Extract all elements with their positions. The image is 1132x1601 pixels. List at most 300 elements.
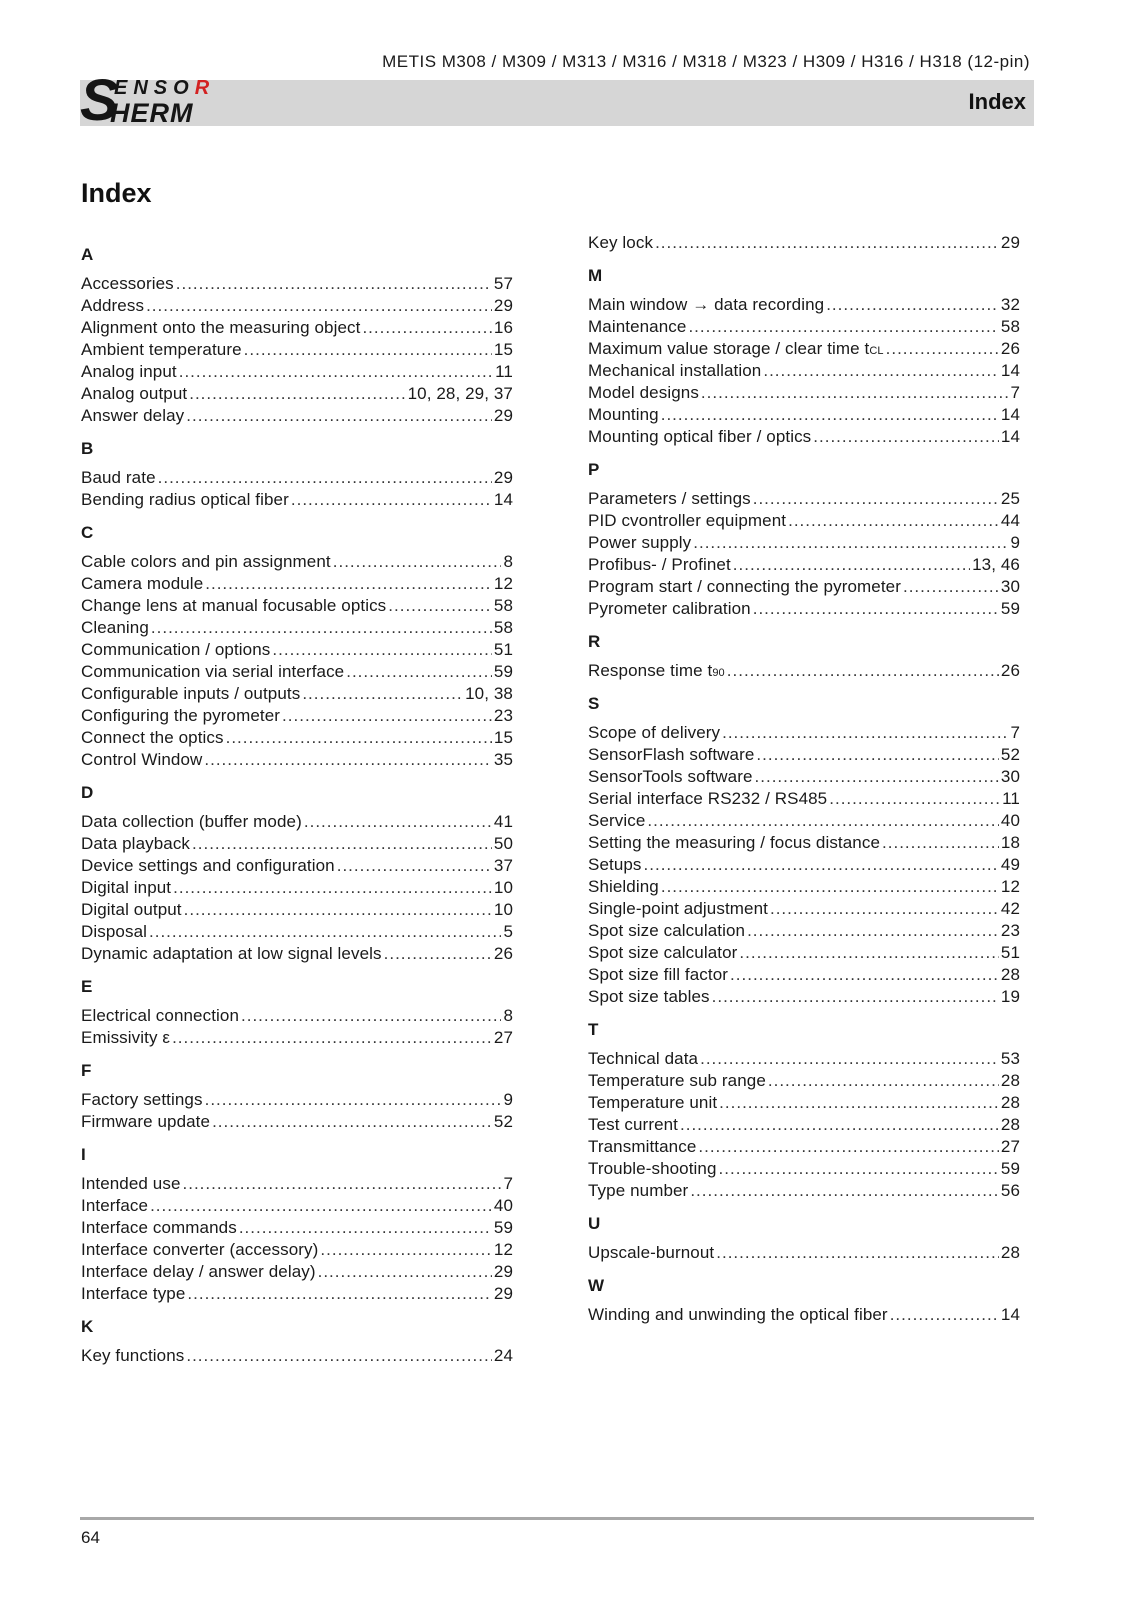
index-entry-term: Single-point adjustment	[588, 899, 768, 918]
index-entry	[81, 877, 513, 899]
index-entry-term: Winding and unwinding the optical fiber	[588, 1305, 888, 1324]
dot-leader	[680, 1114, 999, 1136]
index-entry-term: Key functions	[81, 1346, 185, 1365]
index-entry-term: Mounting	[588, 405, 659, 424]
index-entry	[588, 232, 1020, 254]
dot-leader	[882, 832, 999, 854]
index-entry-page: 27	[493, 1028, 513, 1047]
index-entry	[588, 360, 1020, 382]
dot-leader	[241, 1005, 501, 1027]
index-entry	[588, 876, 1020, 898]
dot-leader	[903, 576, 999, 598]
index-entry-term: Temperature sub range	[588, 1071, 766, 1090]
dot-leader	[768, 1070, 999, 1092]
index-entry	[588, 316, 1020, 338]
index-entry-page: 52	[1000, 745, 1020, 764]
index-letter-heading: D	[81, 783, 94, 802]
index-entry-page: 51	[493, 640, 513, 659]
index-entry	[588, 1158, 1020, 1180]
index-entry	[81, 1261, 513, 1283]
index-entry-page: 24	[493, 1346, 513, 1365]
index-entry-page: 26	[493, 944, 513, 963]
dot-leader	[183, 1173, 502, 1195]
dot-leader	[184, 899, 492, 921]
index-entry	[81, 661, 513, 683]
index-entry-page: 12	[1000, 877, 1020, 896]
index-entry	[81, 405, 513, 427]
index-entry-term: Spot size tables	[588, 987, 710, 1006]
index-entry-term: Change lens at manual focusable optics	[81, 596, 387, 615]
index-entry-term: Baud rate	[81, 468, 156, 487]
index-entry-term: Communication / options	[81, 640, 271, 659]
index-letter-heading: C	[81, 523, 94, 542]
index-entry-term: Cable colors and pin assignment	[81, 552, 331, 571]
index-entry	[81, 855, 513, 877]
header-section-title: Index	[968, 89, 1026, 114]
index-entry-term: Camera module	[81, 574, 204, 593]
index-entry	[588, 1180, 1020, 1202]
index-letter-heading: R	[588, 632, 601, 651]
index-entry	[588, 1092, 1020, 1114]
dot-leader	[826, 294, 999, 316]
index-letter-heading: P	[588, 460, 600, 479]
dot-leader	[756, 744, 998, 766]
index-entry-term: SensorFlash software	[588, 745, 755, 764]
logo-s: S	[80, 68, 119, 133]
index-entry-term: Connect the optics	[81, 728, 224, 747]
footer-divider	[80, 1517, 1034, 1520]
dot-leader	[151, 617, 492, 639]
page-title: Index	[81, 178, 152, 208]
index-entry-term: Test current	[588, 1115, 679, 1134]
index-entry-term: SensorTools software	[588, 767, 753, 786]
index-entry-page: 23	[493, 706, 513, 725]
index-entry-page: 37	[493, 856, 513, 875]
index-letter-heading: W	[588, 1276, 605, 1295]
index-entry-subscript: CL	[869, 345, 884, 357]
dot-leader	[187, 1283, 491, 1305]
index-entry-page: 29	[493, 1262, 513, 1281]
dot-leader	[172, 1027, 492, 1049]
index-entry-page: 7	[1010, 723, 1020, 742]
index-entry	[588, 294, 1020, 316]
dot-leader	[186, 405, 492, 427]
index-entry-page: 40	[493, 1196, 513, 1215]
index-entry-page: 27	[1000, 1137, 1020, 1156]
index-entry	[81, 683, 513, 705]
dot-leader	[753, 598, 999, 620]
index-entry	[588, 744, 1020, 766]
index-entry-page: 40	[1000, 811, 1020, 830]
index-entry-term: Device settings and configuration	[81, 856, 335, 875]
dot-leader	[747, 920, 999, 942]
index-entry-page: 26	[1000, 661, 1020, 680]
index-entry-term: Intended use	[81, 1174, 181, 1193]
dot-leader	[192, 833, 492, 855]
index-letter-heading: B	[81, 439, 94, 458]
dot-leader	[244, 339, 492, 361]
index-entry-page: 29	[493, 296, 513, 315]
index-entry	[81, 317, 513, 339]
index-entry	[81, 339, 513, 361]
index-entry-term: Temperature unit	[588, 1093, 718, 1112]
dot-leader	[346, 661, 492, 683]
index-entry	[588, 404, 1020, 426]
index-entry	[588, 598, 1020, 620]
dot-leader	[176, 273, 492, 295]
index-entry	[81, 921, 513, 943]
index-entry-page: 42	[1000, 899, 1020, 918]
index-entry-term: Pyrometer calibration	[588, 599, 751, 618]
index-entry-page: 16	[493, 318, 513, 337]
index-entry-page: 11	[1002, 789, 1020, 808]
index-entry-page: 28	[1000, 1115, 1020, 1134]
index-entry-page: 30	[1000, 577, 1020, 596]
index-entry-term: Interface type	[81, 1284, 186, 1303]
index-entry	[81, 1195, 513, 1217]
index-entry-term: Key lock	[588, 233, 654, 252]
index-entry	[588, 986, 1020, 1008]
index-entry-term: Analog input	[81, 362, 177, 381]
index-entry-term: Parameters / settings	[588, 489, 751, 508]
index-entry	[588, 1242, 1020, 1264]
dot-leader	[239, 1217, 492, 1239]
index-entry	[588, 532, 1020, 554]
index-entry	[588, 576, 1020, 598]
index-column-right	[588, 232, 1020, 1326]
index-entry-term: Spot size calculator	[588, 943, 738, 962]
index-entry	[588, 338, 1020, 360]
index-entry-term: Type number	[588, 1181, 689, 1200]
index-entry-subscript: 90	[712, 667, 725, 679]
dot-leader	[205, 1089, 502, 1111]
index-entry-term: Analog output	[81, 384, 188, 403]
dot-leader	[291, 489, 492, 511]
index-entry-page: 30	[1000, 767, 1020, 786]
dot-leader	[384, 943, 492, 965]
index-entry-term: Control Window	[81, 750, 203, 769]
index-entry-page: 28	[1000, 1243, 1020, 1262]
dot-leader	[173, 877, 492, 899]
index-entry	[588, 488, 1020, 510]
sensortherm-logo	[80, 68, 250, 133]
index-entry-term: Configurable inputs / outputs	[81, 684, 301, 703]
dot-leader	[204, 749, 492, 771]
index-entry-term: Maximum value storage / clear time tCL	[588, 339, 884, 358]
dot-leader	[727, 660, 999, 682]
index-entry-term: Spot size calculation	[588, 921, 746, 940]
dot-leader	[886, 338, 999, 360]
index-entry-page: 58	[493, 618, 513, 637]
index-entry-term: Emissivity ε	[81, 1028, 171, 1047]
index-entry-page: 13, 46	[972, 555, 1020, 574]
dot-leader	[770, 898, 999, 920]
index-entry-term: Dynamic adaptation at low signal levels	[81, 944, 382, 963]
index-entry-term: Main window → data recording	[588, 295, 825, 314]
index-entry	[81, 489, 513, 511]
index-entry-page: 44	[1000, 511, 1020, 530]
index-entry-term: Interface delay / answer delay)	[81, 1262, 316, 1281]
index-entry	[588, 832, 1020, 854]
dot-leader	[158, 467, 492, 489]
dot-leader	[661, 404, 999, 426]
index-entry-term: Program start / connecting the pyrometer	[588, 577, 901, 596]
index-entry	[588, 554, 1020, 576]
index-entry-term: Ambient temperature	[81, 340, 242, 359]
index-entry-page: 35	[493, 750, 513, 769]
index-entry-term: Profibus- / Profinet	[588, 555, 731, 574]
index-entry	[588, 1048, 1020, 1070]
index-entry-page: 59	[1000, 599, 1020, 618]
index-entry-term: Interface converter (accessory)	[81, 1240, 319, 1259]
index-entry-term: Maintenance	[588, 317, 687, 336]
index-entry	[81, 1283, 513, 1305]
index-entry-term: Digital input	[81, 878, 172, 897]
dot-leader	[712, 986, 999, 1008]
dot-leader	[719, 1092, 999, 1114]
index-entry-term: Answer delay	[81, 406, 185, 425]
index-entry	[81, 705, 513, 727]
index-letter-heading: M	[588, 266, 603, 285]
dot-leader	[719, 1158, 999, 1180]
dot-leader	[186, 1345, 492, 1367]
index-entry	[81, 467, 513, 489]
index-entry-page: 12	[493, 574, 513, 593]
dot-leader	[226, 727, 492, 749]
index-entry	[588, 382, 1020, 404]
index-entry	[81, 1173, 513, 1195]
dot-leader	[318, 1261, 492, 1283]
dot-leader	[644, 854, 999, 876]
index-entry-term: Mounting optical fiber / optics	[588, 427, 812, 446]
index-entry	[81, 361, 513, 383]
index-entry	[588, 942, 1020, 964]
index-entry-page: 10	[493, 878, 513, 897]
index-entry-term: Electrical connection	[81, 1006, 240, 1025]
index-entry-term: Firmware update	[81, 1112, 211, 1131]
dot-leader	[212, 1111, 492, 1133]
index-letter-heading: F	[81, 1061, 92, 1080]
index-entry-term: Mechanical installation	[588, 361, 762, 380]
index-entry	[81, 595, 513, 617]
dot-leader	[302, 683, 463, 705]
index-entry-page: 7	[1010, 383, 1020, 402]
index-entry-page: 12	[493, 1240, 513, 1259]
index-entry	[588, 1304, 1020, 1326]
dot-leader	[739, 942, 998, 964]
index-entry-page: 29	[493, 468, 513, 487]
index-entry-page: 14	[1000, 361, 1020, 380]
index-entry-page: 10, 38	[465, 684, 513, 703]
dot-leader	[320, 1239, 491, 1261]
dot-leader	[304, 811, 492, 833]
index-entry-page: 14	[1000, 1305, 1020, 1324]
dot-leader	[337, 855, 492, 877]
index-entry	[588, 510, 1020, 532]
index-entry	[81, 639, 513, 661]
index-entry	[81, 1345, 513, 1367]
index-entry-term: Technical data	[588, 1049, 699, 1068]
index-entry-page: 14	[1000, 405, 1020, 424]
index-entry-term: Upscale-burnout	[588, 1243, 715, 1262]
dot-leader	[179, 361, 493, 383]
index-entry	[81, 617, 513, 639]
index-entry-page: 41	[493, 812, 513, 831]
index-entry	[588, 660, 1020, 682]
index-entry-term: Communication via serial interface	[81, 662, 345, 681]
index-entry-term: Scope of delivery	[588, 723, 721, 742]
dot-leader	[698, 1136, 999, 1158]
dot-leader	[150, 1195, 492, 1217]
index-entry-term: Data playback	[81, 834, 191, 853]
index-entry-term: Response time t90	[588, 661, 725, 680]
index-entry	[81, 551, 513, 573]
index-entry-page: 59	[493, 1218, 513, 1237]
index-entry	[588, 1136, 1020, 1158]
dot-leader	[788, 510, 999, 532]
index-entry-page: 10	[493, 900, 513, 919]
index-entry	[81, 811, 513, 833]
index-entry	[81, 899, 513, 921]
index-entry-term: Digital output	[81, 900, 182, 919]
index-entry-page: 28	[1000, 1071, 1020, 1090]
index-entry-page: 51	[1000, 943, 1020, 962]
index-entry-page: 8	[503, 1006, 513, 1025]
index-entry	[81, 727, 513, 749]
index-entry-page: 7	[503, 1174, 513, 1193]
index-entry-page: 49	[1000, 855, 1020, 874]
index-entry-page: 14	[493, 490, 513, 509]
index-entry-term: Address	[81, 296, 145, 315]
index-entry-page: 29	[1000, 233, 1020, 252]
index-entry-page: 26	[1000, 339, 1020, 358]
index-entry	[81, 383, 513, 405]
logo-herm: HERM	[110, 98, 194, 128]
index-entry-page: 29	[493, 406, 513, 425]
index-letter-heading: U	[588, 1214, 601, 1233]
index-letter-heading: K	[81, 1317, 94, 1336]
dot-leader	[763, 360, 999, 382]
index-entry-term: Interface commands	[81, 1218, 237, 1237]
index-entry-page: 59	[1000, 1159, 1020, 1178]
index-entry-page: 59	[493, 662, 513, 681]
index-entry-page: 9	[1010, 533, 1020, 552]
dot-leader	[688, 316, 998, 338]
index-entry-page: 11	[495, 362, 513, 381]
index-entry	[588, 854, 1020, 876]
index-column-left	[81, 232, 513, 1367]
index-entry	[588, 1114, 1020, 1136]
index-entry-page: 53	[1000, 1049, 1020, 1068]
index-entry	[81, 1027, 513, 1049]
index-entry	[588, 810, 1020, 832]
index-entry-term: Setups	[588, 855, 642, 874]
index-entry	[81, 295, 513, 317]
index-entry-term: Spot size fill factor	[588, 965, 729, 984]
dot-leader	[333, 551, 502, 573]
index-letter-heading: A	[81, 245, 94, 264]
index-entry-page: 56	[1000, 1181, 1020, 1200]
index-entry	[81, 1089, 513, 1111]
index-entry-page: 15	[493, 728, 513, 747]
index-entry-term: Serial interface RS232 / RS485	[588, 789, 828, 808]
index-entry	[588, 1070, 1020, 1092]
index-letter-heading: S	[588, 694, 600, 713]
dot-leader	[813, 426, 999, 448]
index-entry-page: 25	[1000, 489, 1020, 508]
dot-leader	[149, 921, 501, 943]
dot-leader	[755, 766, 999, 788]
index-letter-heading: E	[81, 977, 93, 996]
dot-leader	[146, 295, 492, 317]
logo-ensor: ENSOR	[114, 77, 216, 99]
index-entry-page: 58	[1000, 317, 1020, 336]
index-entry	[588, 920, 1020, 942]
index-entry-term: PID cvontroller equipment	[588, 511, 787, 530]
index-entry-term: Transmittance	[588, 1137, 697, 1156]
index-entry-page: 28	[1000, 965, 1020, 984]
index-entry	[81, 273, 513, 295]
index-entry-term: Factory settings	[81, 1090, 203, 1109]
index-entry-term: Alignment onto the measuring object	[81, 318, 361, 337]
index-entry-page: 57	[493, 274, 513, 293]
index-entry-term: Trouble-shooting	[588, 1159, 717, 1178]
index-entry	[588, 722, 1020, 744]
dot-leader	[716, 1242, 999, 1264]
index-entry-page: 28	[1000, 1093, 1020, 1112]
dot-leader	[700, 1048, 999, 1070]
index-entry	[588, 766, 1020, 788]
dot-leader	[733, 554, 970, 576]
dot-leader	[661, 876, 999, 898]
dot-leader	[701, 382, 1009, 404]
dot-leader	[282, 705, 492, 727]
dot-leader	[829, 788, 1000, 810]
index-entry-term: Service	[588, 811, 646, 830]
index-entry-term: Interface	[81, 1196, 149, 1215]
dot-leader	[693, 532, 1008, 554]
document-models-line: METIS M308 / M309 / M313 / M316 / M318 / M323 / H309 / H316 / H318 (12-pin)	[382, 52, 1030, 71]
index-entry-page: 29	[493, 1284, 513, 1303]
index-entry	[81, 749, 513, 771]
index-entry-page: 58	[493, 596, 513, 615]
index-entry-page: 32	[1000, 295, 1020, 314]
index-entry	[588, 788, 1020, 810]
dot-leader	[388, 595, 492, 617]
index-entry	[588, 964, 1020, 986]
dot-leader	[655, 232, 999, 254]
page-number: 64	[81, 1528, 100, 1547]
index-entry-page: 8	[503, 552, 513, 571]
dot-leader	[690, 1180, 999, 1202]
dot-leader	[272, 639, 491, 661]
index-entry	[81, 1239, 513, 1261]
index-entry-term: Bending radius optical fiber	[81, 490, 289, 509]
index-entry-page: 15	[493, 340, 513, 359]
index-entry	[588, 898, 1020, 920]
index-entry-page: 10, 28, 29, 37	[407, 384, 513, 403]
dot-leader	[722, 722, 1008, 744]
index-entry-term: Disposal	[81, 922, 147, 941]
index-entry-term: Data collection (buffer mode)	[81, 812, 302, 831]
index-entry	[81, 1217, 513, 1239]
index-entry-term: Configuring the pyrometer	[81, 706, 281, 725]
dot-leader	[362, 317, 491, 339]
index-entry-page: 5	[503, 922, 513, 941]
index-entry	[588, 426, 1020, 448]
dot-leader	[205, 573, 492, 595]
index-entry-page: 19	[1000, 987, 1020, 1006]
